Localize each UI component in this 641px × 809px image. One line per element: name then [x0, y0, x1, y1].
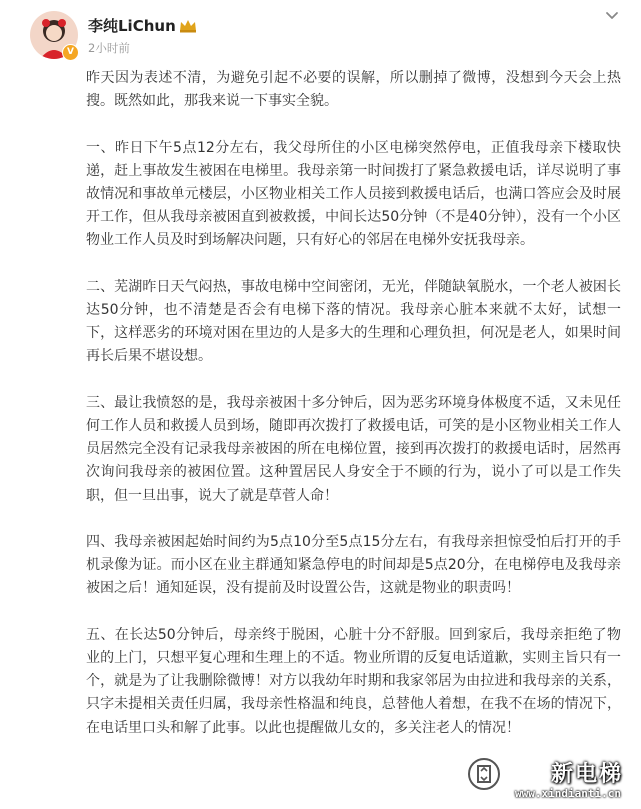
post-body	[86, 67, 621, 763]
watermark	[467, 757, 627, 805]
post-paragraph: 一、昨日下午5点12分左右，我父母所住的小区电梯突然停电，正值我母亲下楼取快递，赶上事故发生被困在电梯里。我母亲第一时间拨打了紧急救援电话，详尽说明了事故情况和事故单元楼层，小区物业相关工作人员接到救援电话后，也满口答应会及时展开工作，但从我母亲被困直到被救援，中间长达50分钟（不是40分钟），没有一个小区物业工作人员及时到场解决问题，只有好心的邻居在电梯外安抚我母亲。	[86, 139, 621, 249]
post-paragraph: 二、芜湖昨日天气闷热，事故电梯中空间密闭，无光，伴随缺氧脱水，一个老人被困长达50分钟，也不清楚是否会有电梯下落的情况。我母亲心脏本来就不太好，试想一下，这样恶劣的环境对困在里边的人是多大的生理和心理负担，何况是老人，如果时间再长后果不堪设想。	[86, 278, 621, 365]
post-header	[0, 0, 641, 70]
watermark-logo-icon	[467, 757, 501, 791]
post-timestamp[interactable]: 2小时前	[88, 41, 130, 55]
verified-badge-icon: V	[62, 44, 79, 61]
post-paragraph: 四、我母亲被困起始时间约为5点10分至5点15分左右，有我母亲担惊受怕后打开的手机录像为证。而小区在业主群通知紧急停电的时间却是5点20分，在电梯停电及我母亲被困之后！通知延误，没有提前及时设置公告，这就是物业的职责吗！	[86, 534, 621, 597]
username-text[interactable]: 李纯LiChun	[88, 17, 176, 35]
post-paragraph: 三、最让我愤怒的是，我母亲被困十多分钟后，因为恶劣环境身体极度不适，又未见任何工作人员和救援人员到场，随即再次拨打了救援电话，可笑的是小区物业相关工作人员居然完全没有记录我母亲被困的所在电梯位置，接到再次拨打的救援电话时，居然再次询问我母亲的被困位置。这种置居民人身安全于不顾的行为，说小了可以是工作失职，但一旦出事，说大了就是草菅人命！	[86, 394, 621, 504]
post-paragraph: 五、在长达50分钟后，母亲终于脱困，心脏十分不舒服。回到家后，我母亲拒绝了物业的上门，只想平复心理和生理上的不适。物业所谓的反复电话道歉，实则主旨只有一个，就是为了让我删除微博！对方以我幼年时期和我家邻居为由拉进和我母亲的关系，只字未提相关责任归属，我母亲性格温和纯良，总替他人着想，在我不在场的情况下，在电话里口头和解了此事。以此也提醒做儿女的，多关注老人的情况！	[86, 626, 621, 736]
username[interactable]	[88, 15, 197, 36]
post-paragraph: 昨天因为表述不清，为避免引起不必要的误解，所以删掉了微博，没想到今天会上热搜。既然如此，那我来说一下事实全貌。	[86, 70, 621, 110]
watermark-title: 新电梯	[550, 762, 623, 787]
watermark-url: www.xindianti.cn	[515, 787, 621, 800]
chevron-down-icon[interactable]	[603, 6, 621, 29]
crown-icon	[179, 19, 197, 33]
